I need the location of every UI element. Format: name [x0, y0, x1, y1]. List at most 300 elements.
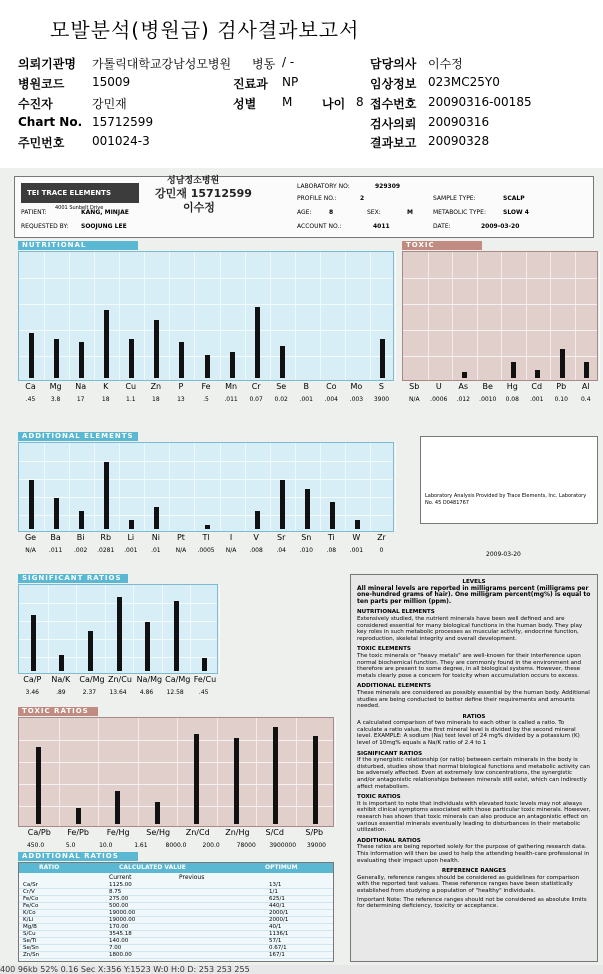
element-label: Fe/Cu — [193, 675, 217, 684]
bar-w — [355, 520, 360, 529]
element-label: Fe — [201, 382, 211, 391]
element-value: 18 — [101, 396, 110, 403]
chart-column-divider — [320, 252, 321, 380]
element-value: 0.07 — [249, 396, 263, 403]
legend-ref-text: Generally, reference ranges should be considered as guidelines for comparison with the reported test values. These reference ranges have been statistically established from studying a population of "healthy" individuals. — [357, 874, 580, 894]
element-value: N/A — [175, 547, 187, 554]
element-value: 3.8 — [50, 396, 61, 403]
element-label: Pt — [176, 533, 185, 542]
table-cell: S/Cu — [23, 931, 36, 937]
legend-add-text: These minerals are considered as possibly essential by the human body. Additional studies are being conducted to better define their requirements and amounts needed. — [357, 689, 590, 710]
grid-line — [403, 278, 597, 279]
element-value: 5.0 — [65, 842, 76, 849]
legend-toxr-text: It is important to note that individuals with elevated toxic levels may not always exhibit clinical symptoms associated with those particular toxic minerals. However, research has shown that toxic minerals can also produce an antagonistic effect on various essential minerals eventually leading to disturbances in their metabolic utilization. — [357, 800, 591, 834]
chart-column-divider — [144, 252, 145, 380]
result-value: 20090328 — [428, 134, 490, 148]
chart-column-divider — [245, 252, 246, 380]
chart-column-divider — [370, 252, 371, 380]
ratio-col-header: RATIO — [39, 864, 60, 871]
table-cell: 1/1 — [269, 889, 278, 895]
bar-ti — [330, 502, 335, 529]
chart-column-divider — [526, 252, 527, 380]
chart-column-divider — [220, 252, 221, 380]
element-value: 0 — [379, 547, 384, 554]
element-label: Al — [581, 382, 590, 391]
chart-column-divider — [177, 718, 178, 826]
metabolic-label: METABOLIC TYPE: — [433, 209, 486, 216]
bar-k — [104, 310, 109, 378]
bar-na-k — [59, 655, 64, 671]
additional-title: ADDITIONAL ELEMENTS — [18, 432, 138, 441]
table-cell: 3545.18 — [109, 931, 132, 937]
element-value: .011 — [48, 547, 63, 554]
optimum-col-header: OPTIMUM — [265, 864, 298, 871]
element-value: .002 — [73, 547, 88, 554]
stamp-name: 강민재 15712599 — [155, 187, 252, 200]
element-label: Sr — [277, 533, 286, 542]
element-label: S/Cd — [265, 828, 284, 837]
previous-col-header: Previous — [179, 874, 205, 881]
chart-column-divider — [169, 252, 170, 380]
chart-column-divider — [44, 252, 45, 380]
element-value: .0006 — [430, 396, 448, 403]
chart-column-divider — [194, 252, 195, 380]
table-cell: Fe/Co — [23, 896, 39, 902]
bar-cr — [255, 307, 260, 379]
element-label: Se — [276, 382, 287, 391]
table-cell: 1136/1 — [269, 931, 289, 937]
toxic-chart — [402, 251, 598, 381]
legend-add-title: ADDITIONAL ELEMENTS — [357, 683, 431, 690]
chart-no-value: 15712599 — [92, 115, 154, 129]
table-row — [19, 917, 333, 924]
date-label: DATE: — [433, 223, 451, 230]
element-value: .5 — [203, 396, 209, 403]
requested-value: SOOJUNG LEE — [81, 223, 127, 230]
request-value: 20090316 — [428, 115, 490, 129]
element-value: 13.64 — [109, 689, 127, 696]
bar-s-cd — [273, 727, 278, 824]
chart-column-divider — [220, 443, 221, 531]
legend-nut-text: Extensively studied, the nutrient minerals have been well defined and are considered essential for many biological functions in the human body. They play key roles in such metabolic processes as muscular activity, endocrine function, reproduction, skeletal integrity and overall development. — [357, 615, 583, 642]
element-label: Zn/Cu — [108, 675, 132, 684]
element-label: Ca/Mg — [165, 675, 191, 684]
element-value: 0.10 — [554, 396, 568, 403]
institution-value: 가톨릭대학교강남성모병원 — [92, 57, 232, 71]
element-label: Cu — [125, 382, 137, 391]
ward-value: / - — [282, 55, 295, 69]
chart-column-divider — [217, 718, 218, 826]
element-value: .004 — [324, 396, 338, 403]
bar-bi — [79, 511, 84, 529]
bar-as — [462, 372, 467, 379]
element-label: Zr — [377, 533, 386, 542]
table-cell: 57/1 — [269, 938, 282, 944]
table-cell: 625/1 — [269, 896, 285, 902]
element-label: Ti — [327, 533, 335, 542]
bar-v — [255, 511, 260, 529]
bar-sn — [305, 489, 310, 530]
table-cell: 500.00 — [109, 903, 129, 909]
grid-line — [19, 515, 393, 516]
element-label: Na/Mg — [136, 675, 163, 684]
element-value: .45 — [198, 689, 209, 696]
legend-ratios-text: A calculated comparison of two minerals to each other is called a ratio. To calculate a ratio value, the first mineral level is divided by the second mineral level. EXAMPLE: A sodium (Na) test level of 24 mg% divided by a potassium (K) level of 10mg% equals a Na/K ratio of 2.4 to 1 — [357, 720, 580, 747]
element-label: As — [458, 382, 469, 391]
chart-column-divider — [69, 252, 70, 380]
grid-line — [403, 330, 597, 331]
element-label: Pb — [556, 382, 567, 391]
chart-column-divider — [162, 585, 163, 673]
element-value: N/A — [25, 547, 36, 554]
table-row — [19, 952, 333, 959]
bar-ge — [29, 480, 34, 530]
table-row — [19, 924, 333, 931]
table-cell: Zn/Sn — [23, 952, 40, 958]
element-value: 12.58 — [166, 689, 184, 696]
grid-line — [19, 784, 333, 785]
lab-info-text: Laboratory Analysis Provided by Trace Elements, Inc. Laboratory No. 45 D0481767 — [425, 493, 587, 506]
element-label: K — [103, 382, 109, 391]
element-value: .001 — [299, 396, 313, 403]
bar-ca-p — [31, 615, 36, 671]
element-label: W — [352, 533, 361, 542]
grid-line — [19, 740, 333, 741]
toxic-title: TOXIC — [402, 241, 482, 250]
table-cell: 2000/1 — [269, 910, 289, 916]
grid-line — [19, 304, 393, 305]
element-value: 8000.0 — [165, 842, 187, 849]
table-cell: 140.00 — [109, 938, 129, 944]
table-cell: 167/1 — [269, 952, 285, 958]
element-value: 0.08 — [505, 396, 519, 403]
table-cell: K/Li — [23, 917, 34, 923]
stamp-doctor: 이수정 — [183, 201, 215, 214]
calc-col-header: CALCULATED VALUE — [119, 864, 186, 871]
scanned-report — [0, 168, 603, 965]
table-row — [19, 910, 333, 917]
chart-column-divider — [98, 718, 99, 826]
element-value: 1.61 — [134, 842, 148, 849]
hospital-code-value: 15009 — [92, 75, 131, 89]
element-label: Fe/Hg — [106, 828, 130, 837]
table-row — [19, 945, 333, 952]
id-label: 주민번호 — [18, 136, 65, 150]
bar-al — [584, 362, 589, 378]
clinical-value: 023MC25Y0 — [428, 75, 500, 89]
age-value-en: 8 — [329, 209, 334, 216]
element-label: Ca/Pb — [27, 828, 51, 837]
element-value: 2.37 — [82, 689, 97, 696]
receipt-label: 접수번호 — [370, 97, 417, 111]
element-label: Na/K — [51, 675, 71, 684]
element-value: 3.46 — [25, 689, 39, 696]
bar-zn-cu — [117, 597, 122, 671]
element-value: 1.1 — [126, 396, 136, 403]
table-cell: 19000.00 — [109, 917, 136, 923]
element-value: .001 — [530, 396, 544, 403]
profile-label: PROFILE NO.: — [297, 195, 337, 202]
report-title: 모발분석(병원급) 검사결과보고서 — [50, 18, 360, 42]
chart-column-divider — [169, 443, 170, 531]
bar-tl — [205, 525, 210, 530]
chart-column-divider — [452, 252, 453, 380]
bar-na-mg — [145, 622, 150, 672]
element-value: 17 — [76, 396, 85, 403]
bar-cd — [535, 370, 540, 378]
chart-column-divider — [76, 585, 77, 673]
legend-toxr-title: TOXIC RATIOS — [357, 794, 401, 801]
bar-p — [179, 342, 184, 378]
additional-ratios-rows — [19, 882, 333, 959]
bar-s — [380, 339, 385, 378]
additional-chart — [18, 442, 394, 532]
table-cell: 2000/1 — [269, 917, 289, 923]
element-label: Zn/Cd — [185, 828, 210, 837]
bar-mn — [230, 352, 235, 378]
table-cell: Fe/Co — [23, 903, 39, 909]
account-label: ACCOUNT NO.: — [297, 223, 342, 230]
element-label: Ca/Mg — [79, 675, 105, 684]
chart-column-divider — [295, 252, 296, 380]
bar-s-pb — [313, 736, 318, 824]
element-value: 10.0 — [99, 842, 113, 849]
chart-column-divider — [190, 585, 191, 673]
table-cell: 1800.00 — [109, 952, 132, 958]
chart-column-divider — [219, 585, 220, 673]
chart-column-divider — [335, 718, 336, 826]
chart-column-divider — [256, 718, 257, 826]
legend-ratios-title: RATIOS — [462, 713, 486, 720]
table-cell: K/Co — [23, 910, 36, 916]
account-value: 4011 — [373, 223, 390, 230]
legend-tox-title: TOXIC ELEMENTS — [357, 646, 411, 653]
element-value: 0.02 — [274, 396, 288, 403]
chart-column-divider — [119, 252, 120, 380]
grid-line — [19, 330, 393, 331]
table-cell: Se/Ti — [23, 938, 37, 944]
dept-label: 진료과 — [233, 77, 268, 91]
element-value: 18 — [152, 396, 160, 403]
bar-zn-hg — [234, 738, 239, 824]
bar-ni — [154, 507, 159, 530]
table-cell: 7.00 — [109, 945, 122, 951]
element-label: Se/Hg — [146, 828, 171, 837]
chart-column-divider — [345, 443, 346, 531]
table-cell: Cr/V — [23, 889, 35, 895]
element-label: Ni — [151, 533, 160, 542]
viewer-status-bar: 400 96kb 52% 0.16 Sec X:356 Y:1523 W:0 H:0 D: 253 253 255 — [0, 965, 603, 974]
element-value: .001 — [124, 547, 138, 554]
element-value: 13 — [177, 396, 185, 403]
lab-no-label: LABORATORY NO: — [297, 183, 350, 190]
table-cell: 40/1 — [269, 924, 282, 930]
bar-cu — [129, 339, 134, 378]
chart-column-divider — [395, 443, 396, 531]
age-label: 나이 — [322, 97, 346, 111]
element-value: .0010 — [479, 396, 497, 403]
chart-column-divider — [296, 718, 297, 826]
chart-column-divider — [245, 443, 246, 531]
element-label: Tl — [202, 533, 210, 542]
legend-addr-text: These ratios are being reported solely for the purpose of gathering research data. This information will then be used to help the attending health-care professional in evaluating their impact upon health. — [357, 844, 590, 864]
lab-info-box — [420, 436, 598, 524]
element-value: .45 — [25, 396, 36, 403]
element-label: Mo — [350, 382, 363, 391]
additional-ratios-title: ADDITIONAL RATIOS — [18, 852, 138, 861]
date-value: 2009-03-20 — [481, 223, 520, 230]
chart-column-divider — [345, 252, 346, 380]
legend-levels-title: LEVELS — [462, 579, 486, 585]
element-value: 450.0 — [26, 842, 45, 849]
bar-ca-mg — [174, 601, 179, 671]
patient-info-box — [14, 176, 594, 238]
chart-column-divider — [428, 252, 429, 380]
element-value: .011 — [224, 396, 238, 403]
grid-line — [19, 497, 393, 498]
element-label: Cr — [251, 382, 261, 391]
element-value: N/A — [225, 547, 237, 554]
sample-value: SCALP — [503, 195, 525, 202]
nutritional-chart — [18, 251, 394, 381]
nutritional-title: NUTRITIONAL — [18, 241, 138, 250]
report-header — [0, 0, 603, 168]
additional-labels — [18, 533, 394, 559]
lab-no-value: 929309 — [375, 183, 401, 190]
table-cell: Se/Sn — [23, 945, 39, 951]
chart-column-divider — [295, 443, 296, 531]
significant-ratios-title: SIGNIFICANT RATIOS — [18, 574, 128, 583]
sex-label: 성별 — [233, 97, 257, 111]
element-label: Be — [482, 382, 493, 391]
bar-ca-mg — [88, 631, 93, 672]
legend-ref-title: REFERENCE RANGES — [441, 868, 507, 875]
doctor-label: 담당의사 — [370, 57, 417, 71]
chart-column-divider — [105, 585, 106, 673]
bar-ca — [29, 333, 34, 379]
legend-tox-text: The toxic minerals or "heavy metals" are well-known for their interference upon normal biochemical function. They are commonly found in the environment and therefore are present to some degree, in all biological systems. However, these metals clearly pose a concern for toxicity when accumulation occurs to excess. — [357, 652, 582, 679]
grid-line — [19, 461, 393, 462]
patient-label: 수진자 — [18, 97, 53, 111]
dept-value: NP — [282, 75, 299, 89]
lab-address: 4001 Sunbelt Drive — [55, 205, 104, 211]
add-ratios-header — [19, 863, 333, 873]
stamp-top: 성남정소병원 — [167, 176, 220, 186]
chart-column-divider — [320, 443, 321, 531]
legend-sig-title: SIGNIFICANT RATIOS — [357, 750, 423, 757]
element-label: Mn — [225, 382, 238, 391]
grid-line — [403, 356, 597, 357]
signature-date: 2009-03-20 — [486, 551, 521, 558]
result-label: 결과보고 — [370, 136, 417, 150]
sex-value-en: M — [407, 209, 413, 216]
element-label: Zn/Hg — [225, 828, 250, 837]
bar-rb — [104, 462, 109, 530]
element-value: 3900000 — [269, 842, 297, 849]
element-value: 39000 — [306, 842, 326, 849]
element-label: Mg — [49, 382, 62, 391]
element-label: Bi — [76, 533, 85, 542]
chart-column-divider — [599, 252, 600, 380]
legend-nut-title: NUTRITIONAL ELEMENTS — [357, 609, 435, 616]
element-label: Hg — [506, 382, 518, 391]
requested-label: REQUESTED BY: — [21, 223, 69, 230]
element-label: Na — [75, 382, 87, 391]
element-value: .89 — [56, 689, 66, 696]
element-label: U — [435, 382, 442, 391]
bar-fe — [205, 355, 210, 378]
element-label: Ca — [25, 382, 36, 391]
bar-hg — [511, 362, 516, 378]
element-value: .008 — [249, 547, 263, 554]
receipt-value: 20090316-00185 — [428, 95, 532, 109]
bar-se-hg — [155, 802, 160, 824]
element-label: Ca/P — [23, 675, 42, 684]
lab-logo: TEI TRACE ELEMENTS — [21, 183, 139, 203]
element-label: Cd — [531, 382, 543, 391]
element-value: 78000 — [236, 842, 256, 849]
bar-li — [129, 520, 134, 529]
significant-ratios-chart — [18, 584, 218, 674]
element-label: P — [178, 382, 184, 391]
legend-ref-note: Important Note: The reference ranges should not be considered as absolute limits for determining deficiency, toxicity or acceptance. — [357, 896, 587, 910]
age-value: 8 — [356, 95, 364, 109]
chart-column-divider — [270, 252, 271, 380]
profile-value: 2 — [360, 195, 365, 202]
table-row — [19, 931, 333, 938]
hospital-code-label: 병원코드 — [18, 77, 65, 91]
chart-column-divider — [138, 718, 139, 826]
element-value: .001 — [349, 547, 364, 554]
chart-column-divider — [501, 252, 502, 380]
chart-column-divider — [395, 252, 396, 380]
chart-column-divider — [270, 443, 271, 531]
bar-fe-hg — [115, 791, 120, 824]
element-label: Sb — [409, 382, 420, 391]
institution-label: 의뢰기관명 — [18, 57, 76, 71]
element-value: 200.0 — [202, 842, 220, 849]
patient-label-en: PATIENT: — [21, 209, 47, 216]
grid-line — [19, 278, 393, 279]
ward-label: 병동 — [252, 57, 276, 71]
bar-ca-pb — [36, 747, 41, 824]
element-label: Li — [127, 533, 135, 542]
toxic-ratios-chart — [18, 717, 334, 827]
age-label-en: AGE: — [297, 209, 312, 216]
chart-column-divider — [550, 252, 551, 380]
bar-pb — [560, 349, 565, 378]
chart-column-divider — [575, 252, 576, 380]
grid-line — [403, 304, 597, 305]
toxic-ratios-title: TOXIC RATIOS — [18, 707, 98, 716]
doctor-value: 이수정 — [428, 57, 463, 71]
request-label: 검사의뢰 — [370, 117, 417, 131]
significant-ratios-labels — [18, 675, 218, 701]
chart-column-divider — [69, 443, 70, 531]
bar-mg — [54, 339, 59, 378]
toxic-ratios-labels — [18, 828, 334, 854]
table-cell: 19000.00 — [109, 910, 136, 916]
chart-column-divider — [44, 443, 45, 531]
patient-value-en: KANG, MINJAE — [81, 209, 129, 216]
element-label: Sn — [301, 533, 312, 542]
additional-ratios-table — [18, 862, 334, 962]
table-cell: 13/1 — [269, 882, 282, 888]
metabolic-value: SLOW 4 — [503, 209, 529, 216]
bar-sr — [280, 480, 285, 530]
element-label: Co — [326, 382, 337, 391]
element-label: Ba — [50, 533, 61, 542]
